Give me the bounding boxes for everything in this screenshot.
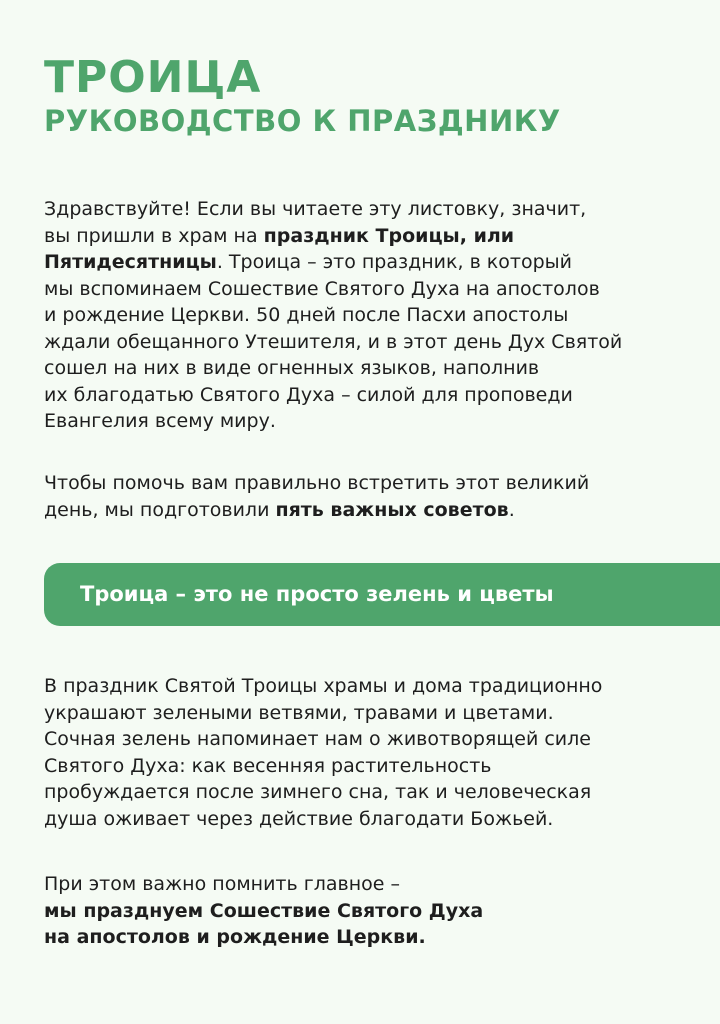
advice-line xyxy=(44,497,589,524)
advice-intro-paragraph xyxy=(44,470,589,523)
main-point-bold-line: мы празднуем Сошествие Святого Духа xyxy=(44,899,484,922)
intro-text: вы пришли в храм на xyxy=(44,224,264,247)
intro-bold-text: праздник Троицы, или xyxy=(263,224,515,247)
section-heading: Троица – это не просто зелень и цветы xyxy=(80,582,554,606)
page-subtitle: РУКОВОДСТВО К ПРАЗДНИКУ xyxy=(44,104,561,138)
advice-text: . xyxy=(508,498,515,521)
advice-text: день, мы подготовили xyxy=(44,498,276,521)
greenery-line: Сочная зелень напоминает нам о животворящей силе xyxy=(44,728,591,750)
intro-line xyxy=(44,223,622,250)
greenery-paragraph xyxy=(44,673,602,832)
greenery-line: В праздник Святой Троицы храмы и дома традиционно xyxy=(44,675,603,697)
greenery-line: душа оживает через действие благодати Божьей. xyxy=(44,807,554,830)
intro-line: Здравствуйте! Если вы читаете эту листовку, значит, xyxy=(44,198,587,220)
intro-line: ждали обещанного Утешителя, и в этот день Дух Святой xyxy=(44,330,623,353)
intro-line: сошел на них в виде огненных языков, наполнив xyxy=(44,357,540,379)
main-point-bold-line: на апостолов и рождение Церкви. xyxy=(44,926,426,948)
main-point-line: При этом важно помнить главное – xyxy=(44,873,400,895)
greenery-line: пробуждается после зимнего сна, так и человеческая xyxy=(44,781,592,803)
intro-line xyxy=(44,249,622,276)
intro-text: . Троица – это праздник, в который xyxy=(216,251,573,273)
intro-line: и рождение Церкви. 50 дней после Пасхи апостолы xyxy=(44,304,569,326)
intro-paragraph xyxy=(44,196,622,435)
intro-line: мы вспоминаем Сошествие Святого Духа на апостолов xyxy=(44,277,600,300)
intro-line: их благодатью Святого Духа – силой для проповеди xyxy=(44,383,573,406)
main-point-paragraph xyxy=(44,871,483,951)
advice-bold-text: пять важных советов xyxy=(275,498,509,521)
greenery-line: украшают зелеными ветвями, травами и цветами. xyxy=(44,701,554,724)
greenery-line: Святого Духа: как весенняя растительность xyxy=(44,754,492,777)
section-banner xyxy=(44,563,720,626)
intro-line: Евангелия всему миру. xyxy=(44,410,276,432)
intro-bold-text: Пятидесятницы xyxy=(44,251,217,273)
advice-line: Чтобы помочь вам правильно встретить этот великий xyxy=(44,472,590,494)
page-title: ТРОИЦА xyxy=(44,52,262,103)
